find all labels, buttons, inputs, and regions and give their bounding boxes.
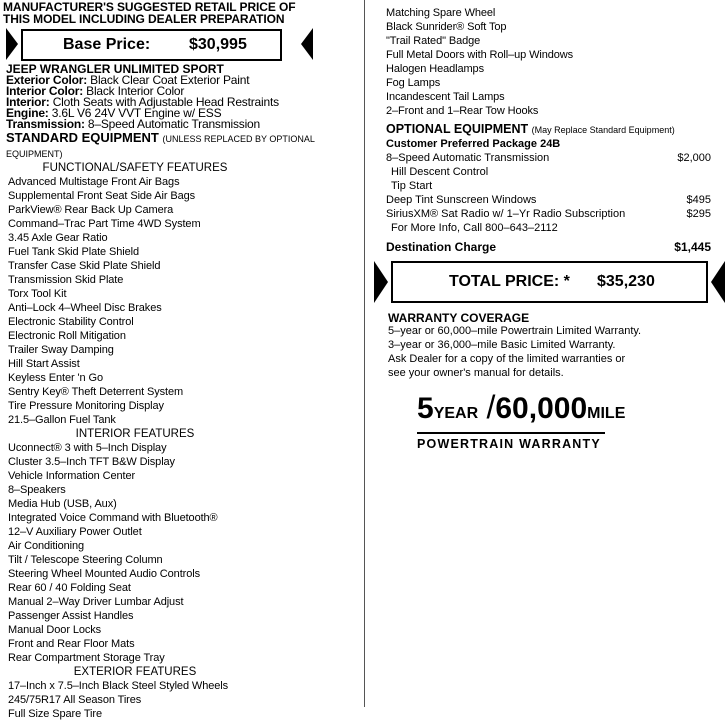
triangle-left-icon xyxy=(301,28,313,60)
feature-item: Media Hub (USB, Aux) xyxy=(8,498,117,510)
destination-charge-row xyxy=(386,240,725,254)
feature-item: Vehicle Information Center xyxy=(8,470,136,482)
feature-item: Uconnect® 3 with 5–Inch Display xyxy=(8,442,167,454)
total-price-box xyxy=(391,261,708,303)
feature-item: Full Metal Doors with Roll–up Windows xyxy=(386,49,574,61)
badge-subtitle: POWERTRAIN WARRANTY xyxy=(417,437,601,451)
feature-item: Air Conditioning xyxy=(8,540,85,552)
feature-item: Manual Door Locks xyxy=(8,624,102,636)
option-price: $2,000 xyxy=(677,152,711,164)
feature-item: "Trail Rated" Badge xyxy=(386,35,481,47)
spec-label: Interior Color: xyxy=(6,84,83,98)
warranty-badge-headline xyxy=(417,389,626,429)
msrp-header xyxy=(3,1,362,25)
warranty-line: 5–year or 60,000–mile Powertrain Limited Warranty. xyxy=(388,325,642,337)
spec-row xyxy=(6,119,362,130)
option-price: $295 xyxy=(686,208,711,220)
exterior-features-title: EXTERIOR FEATURES xyxy=(73,666,197,678)
option-row xyxy=(386,207,725,221)
feature-item: Passenger Assist Handles xyxy=(8,610,134,622)
feature-item: Full Size Spare Tire xyxy=(8,708,102,720)
exterior-features-list xyxy=(0,679,362,721)
exterior-features-continued-list xyxy=(386,6,725,118)
feature-item: Torx Tool Kit xyxy=(8,288,67,300)
badge-divider xyxy=(417,432,605,434)
option-row xyxy=(386,151,725,165)
optional-equipment-title: OPTIONAL EQUIPMENT xyxy=(386,122,529,136)
feature-item: Black Sunrider® Soft Top xyxy=(386,21,507,33)
feature-item: Supplemental Front Seat Side Air Bags xyxy=(8,190,196,202)
option-row xyxy=(386,221,725,235)
feature-item: 3.45 Axle Gear Ratio xyxy=(8,232,108,244)
feature-item: Electronic Roll Mitigation xyxy=(8,330,126,342)
total-price-value: $35,230 xyxy=(597,273,655,290)
option-row xyxy=(386,193,725,207)
msrp-header-line1: MANUFACTURER'S SUGGESTED RETAIL PRICE OF xyxy=(3,0,296,14)
feature-item: 8–Speakers xyxy=(8,484,66,496)
spec-value: Black Interior Color xyxy=(86,84,185,98)
option-name: Hill Descent Control xyxy=(391,166,489,178)
spec-value: Black Clear Coat Exterior Paint xyxy=(90,73,250,87)
base-price-value: $30,995 xyxy=(189,36,247,53)
optional-equipment-note: (May Replace Standard Equipment) xyxy=(531,125,675,135)
feature-item: Hill Start Assist xyxy=(8,358,80,370)
left-column xyxy=(0,0,362,721)
warranty-line: 3–year or 36,000–mile Basic Limited Warranty. xyxy=(388,339,616,351)
option-row xyxy=(386,179,725,193)
interior-features-list xyxy=(0,441,362,665)
spec-label: Transmission: xyxy=(6,117,85,131)
total-price-row xyxy=(386,261,725,305)
triangle-right-icon xyxy=(6,28,18,60)
feature-item: Fog Lamps xyxy=(386,77,441,89)
base-price-row xyxy=(0,28,362,60)
badge-year-word: YEAR xyxy=(433,405,479,422)
feature-item: Incandescent Tail Lamps xyxy=(386,91,505,103)
badge-slash: / xyxy=(486,389,496,425)
powertrain-warranty-badge xyxy=(417,389,626,451)
feature-item: ParkView® Rear Back Up Camera xyxy=(8,204,174,216)
feature-item: Cluster 3.5–Inch TFT B&W Display xyxy=(8,456,175,468)
warranty-title: WARRANTY COVERAGE xyxy=(388,311,530,325)
badge-mile-word: MILE xyxy=(587,405,626,422)
feature-item: Trailer Sway Damping xyxy=(8,344,114,356)
base-price-box xyxy=(21,29,282,61)
functional-features-title: FUNCTIONAL/SAFETY FEATURES xyxy=(42,162,228,174)
feature-item: Fuel Tank Skid Plate Shield xyxy=(8,246,140,258)
feature-item: Advanced Multistage Front Air Bags xyxy=(8,176,180,188)
feature-item: 21.5–Gallon Fuel Tank xyxy=(8,414,116,426)
feature-item: Steering Wheel Mounted Audio Controls xyxy=(8,568,200,580)
badge-years: 5 xyxy=(417,392,434,425)
feature-item: 17–Inch x 7.5–Inch Black Steel Styled Wheels xyxy=(8,680,229,692)
feature-item: Tilt / Telescope Steering Column xyxy=(8,554,163,566)
warranty-line: Ask Dealer for a copy of the limited warranties or xyxy=(388,353,626,365)
msrp-header-line2: THIS MODEL INCLUDING DEALER PREPARATION xyxy=(3,12,285,26)
feature-item: Front and Rear Floor Mats xyxy=(8,638,135,650)
option-name: For More Info, Call 800–643–2112 xyxy=(391,222,558,234)
warranty-text xyxy=(386,324,725,380)
feature-item: 12–V Auxiliary Power Outlet xyxy=(8,526,142,538)
feature-item: Manual 2–Way Driver Lumbar Adjust xyxy=(8,596,184,608)
feature-item: Matching Spare Wheel xyxy=(386,7,496,19)
package-title: Customer Preferred Package 24B xyxy=(386,138,561,150)
standard-equipment-note: (UNLESS REPLACED BY OPTIONAL EQUIPMENT) xyxy=(6,134,315,159)
option-row xyxy=(386,165,725,179)
right-column xyxy=(386,0,725,451)
destination-charge-label: Destination Charge xyxy=(386,240,497,254)
base-price-label: Base Price: xyxy=(63,36,151,53)
feature-item: Electronic Stability Control xyxy=(8,316,134,328)
badge-miles: 60,000 xyxy=(495,392,588,425)
feature-item: Keyless Enter 'n Go xyxy=(8,372,103,384)
option-name: Deep Tint Sunscreen Windows xyxy=(386,194,537,206)
feature-item: Transfer Case Skid Plate Shield xyxy=(8,260,161,272)
interior-features-title: INTERIOR FEATURES xyxy=(75,428,195,440)
spec-value: Cloth Seats with Adjustable Head Restraints xyxy=(52,95,279,109)
destination-charge-value: $1,445 xyxy=(674,240,711,254)
standard-equipment-heading xyxy=(6,131,362,161)
spec-label: Exterior Color: xyxy=(6,73,88,87)
spec-value: 8–Speed Automatic Transmission xyxy=(87,117,261,131)
spec-list xyxy=(0,75,362,130)
option-name: Tip Start xyxy=(391,180,433,192)
feature-item: 245/75R17 All Season Tires xyxy=(8,694,142,706)
feature-item: 2–Front and 1–Rear Tow Hooks xyxy=(386,105,539,117)
feature-item: Transmission Skid Plate xyxy=(8,274,124,286)
option-list xyxy=(386,151,725,235)
option-name: 8–Speed Automatic Transmission xyxy=(386,152,550,164)
standard-equipment-title: STANDARD EQUIPMENT xyxy=(6,130,159,145)
feature-item: Halogen Headlamps xyxy=(386,63,484,75)
feature-item: Anti–Lock 4–Wheel Disc Brakes xyxy=(8,302,162,314)
warranty-line: see your owner's manual for details. xyxy=(388,367,564,379)
spec-label: Engine: xyxy=(6,106,49,120)
functional-features-list xyxy=(0,175,362,427)
feature-item: Integrated Voice Command with Bluetooth® xyxy=(8,512,218,524)
feature-item: Rear Compartment Storage Tray xyxy=(8,652,165,664)
feature-item: Command–Trac Part Time 4WD System xyxy=(8,218,201,230)
total-price-label: TOTAL PRICE: * xyxy=(449,273,570,290)
option-price: $495 xyxy=(686,194,711,206)
column-divider xyxy=(364,0,365,707)
feature-item: Sentry Key® Theft Deterrent System xyxy=(8,386,184,398)
feature-item: Rear 60 / 40 Folding Seat xyxy=(8,582,131,594)
spec-value: 3.6L V6 24V VVT Engine w/ ESS xyxy=(51,106,222,120)
model-name: JEEP WRANGLER UNLIMITED SPORT xyxy=(6,62,224,76)
feature-item: Tire Pressure Monitoring Display xyxy=(8,400,164,412)
spec-label: Interior: xyxy=(6,95,50,109)
triangle-left-icon xyxy=(711,261,725,303)
triangle-right-icon xyxy=(374,261,388,303)
optional-equipment-heading xyxy=(386,123,725,137)
option-name: SiriusXM® Sat Radio w/ 1–Yr Radio Subscription xyxy=(386,208,626,220)
